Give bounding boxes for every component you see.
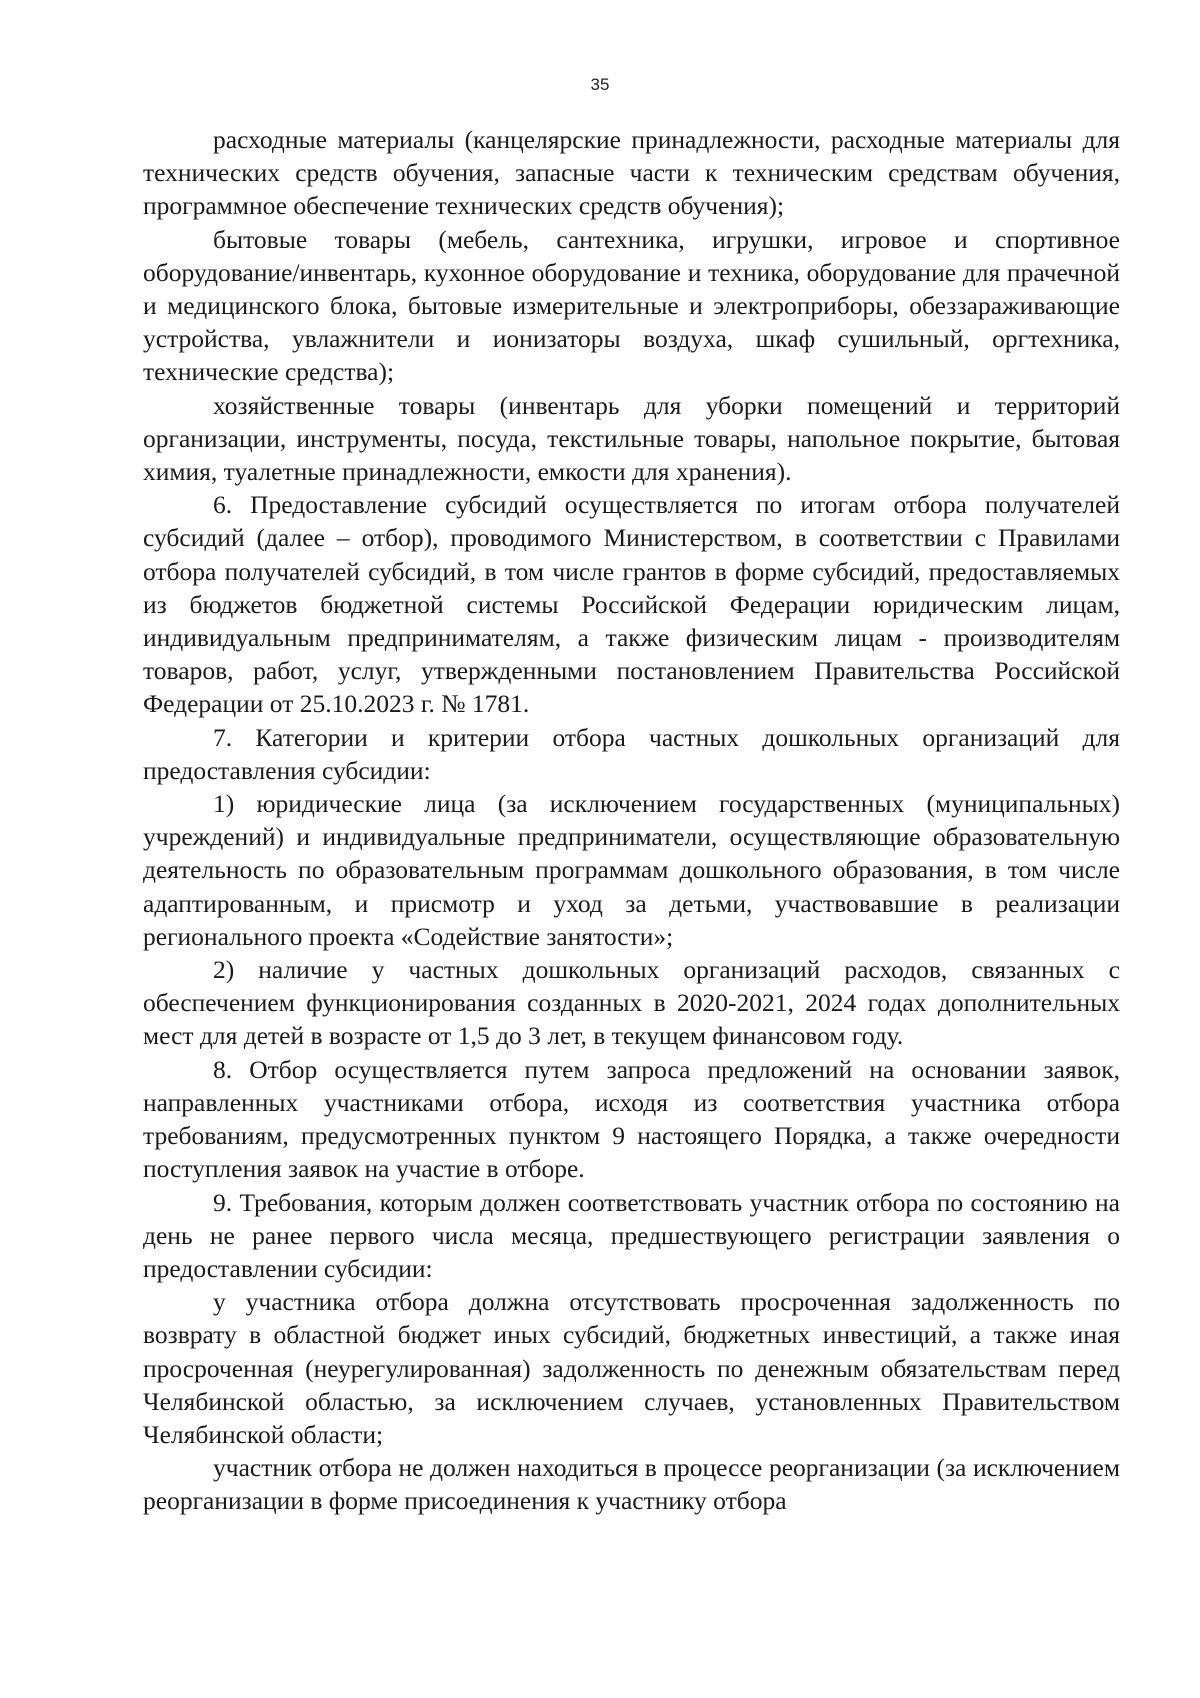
paragraph-section-7-item-2: 2) наличие у частных дошкольных организаций расходов, связанных с обеспечением функционирования созданных в 2020-2021, 2024 годах дополнительных мест для детей в возрасте от 1,5 до 3 лет, в текущем финансовом году. <box>143 955 1120 1051</box>
paragraph-household-goods: бытовые товары (мебель, сантехника, игрушки, игровое и спортивное оборудование/инвентарь, кухонное оборудование и техника, оборудование для прачечной и медицинского блока, бытовые измерительные и электроприборы, обеззараживающие устройства, увлажнители и ионизаторы воздуха, шкаф сушильный, оргтехника, технические средства); <box>143 224 1120 387</box>
paragraph-section-8: 8. Отбор осуществляется путем запроса предложений на основании заявок, направленных участниками отбора, исходя из соответствия участника отбора требованиям, предусмотренных пунктом 9 настоящего Порядка, а также очередности поступления заявок на участие в отборе. <box>143 1054 1120 1184</box>
paragraph-section-7: 7. Категории и критерии отбора частных дошкольных организаций для предоставления субсидии: <box>143 722 1120 785</box>
paragraph-section-7-item-1: 1) юридические лица (за исключением государственных (муниципальных) учреждений) и индивидуальные предприниматели, осуществляющие образовательную деятельность по образовательным программам дошкольного образования, в том числе адаптированным, и присмотр и уход за детьми, участвовавшие в реализации регионального проекта «Содействие занятости»; <box>143 789 1120 951</box>
paragraph-section-6: 6. Предоставление субсидий осуществляется по итогам отбора получателей субсидий (далее – отбор), проводимого Министерством, в соответствии с Правилами отбора получателей субсидий, в том числе грантов в форме субсидий, предоставляемых из бюджетов бюджетной системы Российской Федерации юридическим лицам, индивидуальным предпринимателям, а также физическим лицам - производителям товаров, работ, услуг, утвержденными постановлением Правительства Российской Федерации от 25.10.2023 г. № 1781. <box>143 490 1120 719</box>
paragraph-utility-goods: хозяйственные товары (инвентарь для уборки помещений и территорий организации, инструменты, посуда, текстильные товары, напольное покрытие, бытовая химия, туалетные принадлежности, емкости для хранения). <box>143 390 1120 487</box>
page-number: 35 <box>590 75 610 94</box>
paragraph-section-9-reorganization: участник отбора не должен находиться в процессе реорганизации (за исключением реорганизации в форме присоединения к участнику отбора <box>143 1453 1120 1516</box>
paragraph-section-9-debt: у участника отбора должна отсутствовать просроченная задолженность по возврату в областной бюджет иных субсидий, бюджетных инвестиций, а также иная просроченная (неурегулированная) задолженность по денежным обязательствам перед Челябинской областью, за исключением случаев, установленных Правительством Челябинской области; <box>143 1287 1120 1449</box>
paragraph-consumables: расходные материалы (канцелярские принадлежности, расходные материалы для технических средств обучения, запасные части к техническим средствам обучения, программное обеспечение технических средств обучения); <box>143 125 1120 221</box>
document-body <box>143 123 1120 1518</box>
paragraph-section-9: 9. Требования, которым должен соответствовать участник отбора по состоянию на день не ранее первого числа месяца, предшествующего регистрации заявления о предоставлении субсидии: <box>143 1187 1120 1283</box>
